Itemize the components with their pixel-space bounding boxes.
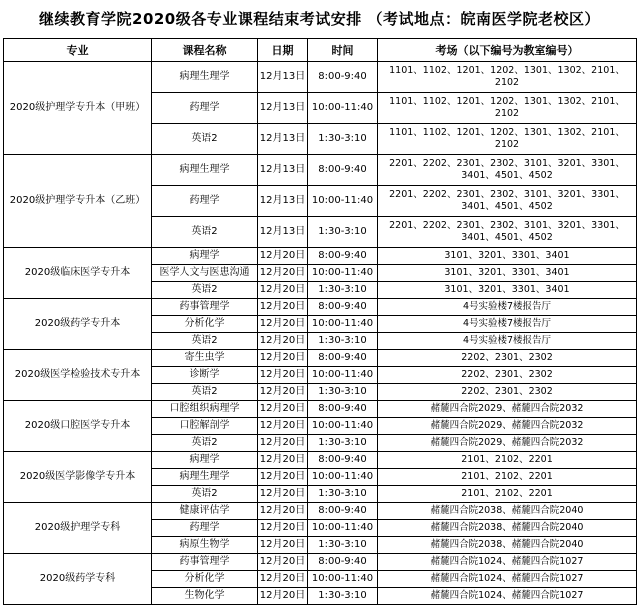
table-row [4,452,637,469]
time-cell: 10:00-11:40 [308,186,378,217]
date-cell: 12月20日 [258,282,308,299]
room-cell: 2201、2202、2301、2302、3101、3201、3301、3401、4501、4502 [378,217,637,248]
room-cell: 2101、2102、2201 [378,452,637,469]
table-row [4,350,637,367]
room-cell: 4号实验楼7楼报告厅 [378,299,637,316]
major-cell: 2020级临床医学专升本 [4,248,152,299]
course-cell: 药事管理学 [152,554,258,571]
course-cell: 生物化学 [152,588,258,605]
date-cell: 12月20日 [258,588,308,605]
major-cell: 2020级药学专升本 [4,299,152,350]
header-room: 考场（以下编号为教室编号） [378,39,637,62]
course-cell: 英语2 [152,435,258,452]
course-cell: 病理学 [152,248,258,265]
date-cell: 12月13日 [258,186,308,217]
date-cell: 12月13日 [258,124,308,155]
room-cell: 3101、3201、3301、3401 [378,248,637,265]
date-cell: 12月20日 [258,316,308,333]
time-cell: 1:30-3:10 [308,486,378,503]
room-cell: 1101、1102、1201、1202、1301、1302、2101、2102 [378,93,637,124]
date-cell: 12月20日 [258,350,308,367]
table-row [4,401,637,418]
major-cell: 2020级药学专科 [4,554,152,605]
time-cell: 8:00-9:40 [308,299,378,316]
date-cell: 12月20日 [258,384,308,401]
course-cell: 英语2 [152,217,258,248]
room-cell: 赭麓四合院1024、赭麓四合院1027 [378,554,637,571]
room-cell: 赭麓四合院2038、赭麓四合院2040 [378,537,637,554]
date-cell: 12月20日 [258,299,308,316]
date-cell: 12月20日 [258,537,308,554]
major-cell: 2020级护理学专科 [4,503,152,554]
table-row [4,554,637,571]
time-cell: 8:00-9:40 [308,350,378,367]
date-cell: 12月20日 [258,265,308,282]
table-row [4,248,637,265]
room-cell: 3101、3201、3301、3401 [378,282,637,299]
major-cell: 2020级医学检验技术专升本 [4,350,152,401]
date-cell: 12月13日 [258,93,308,124]
time-cell: 8:00-9:40 [308,155,378,186]
table-row [4,155,637,186]
date-cell: 12月13日 [258,155,308,186]
room-cell: 赭麓四合院2029、赭麓四合院2032 [378,401,637,418]
course-cell: 药理学 [152,520,258,537]
major-cell: 2020级口腔医学专升本 [4,401,152,452]
header-major: 专业 [4,39,152,62]
course-cell: 药理学 [152,93,258,124]
course-cell: 口腔解剖学 [152,418,258,435]
time-cell: 8:00-9:40 [308,62,378,93]
room-cell: 2202、2301、2302 [378,367,637,384]
room-cell: 2201、2202、2301、2302、3101、3201、3301、3401、4501、4502 [378,186,637,217]
course-cell: 医学人文与医患沟通 [152,265,258,282]
course-cell: 药理学 [152,186,258,217]
room-cell: 赭麓四合院2029、赭麓四合院2032 [378,418,637,435]
date-cell: 12月20日 [258,418,308,435]
time-cell: 1:30-3:10 [308,217,378,248]
time-cell: 10:00-11:40 [308,418,378,435]
time-cell: 10:00-11:40 [308,520,378,537]
date-cell: 12月20日 [258,367,308,384]
room-cell: 4号实验楼7楼报告厅 [378,316,637,333]
room-cell: 2202、2301、2302 [378,350,637,367]
date-cell: 12月20日 [258,435,308,452]
time-cell: 8:00-9:40 [308,248,378,265]
date-cell: 12月20日 [258,554,308,571]
room-cell: 赭麓四合院1024、赭麓四合院1027 [378,571,637,588]
course-cell: 寄生虫学 [152,350,258,367]
time-cell: 10:00-11:40 [308,571,378,588]
room-cell: 赭麓四合院2038、赭麓四合院2040 [378,520,637,537]
course-cell: 分析化学 [152,571,258,588]
date-cell: 12月20日 [258,333,308,350]
major-cell: 2020级护理学专升本（甲班） [4,62,152,155]
date-cell: 12月20日 [258,571,308,588]
course-cell: 健康评估学 [152,503,258,520]
date-cell: 12月13日 [258,62,308,93]
table-row [4,503,637,520]
course-cell: 病理学 [152,452,258,469]
time-cell: 1:30-3:10 [308,333,378,350]
date-cell: 12月20日 [258,486,308,503]
time-cell: 10:00-11:40 [308,316,378,333]
time-cell: 10:00-11:40 [308,367,378,384]
room-cell: 2202、2301、2302 [378,384,637,401]
time-cell: 10:00-11:40 [308,469,378,486]
time-cell: 8:00-9:40 [308,503,378,520]
time-cell: 1:30-3:10 [308,537,378,554]
exam-schedule-table [3,38,637,605]
header-course: 课程名称 [152,39,258,62]
room-cell: 3101、3201、3301、3401 [378,265,637,282]
course-cell: 病理生理学 [152,155,258,186]
date-cell: 12月20日 [258,520,308,537]
time-cell: 1:30-3:10 [308,588,378,605]
time-cell: 1:30-3:10 [308,282,378,299]
room-cell: 4号实验楼7楼报告厅 [378,333,637,350]
room-cell: 赭麓四合院2038、赭麓四合院2040 [378,503,637,520]
time-cell: 10:00-11:40 [308,93,378,124]
date-cell: 12月20日 [258,248,308,265]
header-date: 日期 [258,39,308,62]
header-time: 时间 [308,39,378,62]
course-cell: 英语2 [152,282,258,299]
time-cell: 8:00-9:40 [308,401,378,418]
room-cell: 2101、2102、2201 [378,486,637,503]
table-row [4,299,637,316]
course-cell: 英语2 [152,384,258,401]
time-cell: 8:00-9:40 [308,554,378,571]
schedule-body [4,62,637,605]
time-cell: 1:30-3:10 [308,435,378,452]
course-cell: 病理生理学 [152,62,258,93]
major-cell: 2020级医学影像学专升本 [4,452,152,503]
room-cell: 2101、2102、2201 [378,469,637,486]
date-cell: 12月13日 [258,217,308,248]
table-header-row [4,39,637,62]
room-cell: 1101、1102、1201、1202、1301、1302、2101、2102 [378,124,637,155]
room-cell: 2201、2202、2301、2302、3101、3201、3301、3401、4501、4502 [378,155,637,186]
course-cell: 英语2 [152,333,258,350]
room-cell: 1101、1102、1201、1202、1301、1302、2101、2102 [378,62,637,93]
course-cell: 诊断学 [152,367,258,384]
time-cell: 1:30-3:10 [308,124,378,155]
time-cell: 1:30-3:10 [308,384,378,401]
page-title: 继续教育学院2020级各专业课程结束考试安排 （考试地点：皖南医学院老校区） [39,10,600,28]
date-cell: 12月20日 [258,452,308,469]
major-cell: 2020级护理学专升本（乙班） [4,155,152,248]
course-cell: 药事管理学 [152,299,258,316]
course-cell: 分析化学 [152,316,258,333]
course-cell: 口腔组织病理学 [152,401,258,418]
room-cell: 赭麓四合院2029、赭麓四合院2032 [378,435,637,452]
course-cell: 病原生物学 [152,537,258,554]
course-cell: 英语2 [152,124,258,155]
date-cell: 12月20日 [258,503,308,520]
date-cell: 12月20日 [258,401,308,418]
course-cell: 英语2 [152,486,258,503]
room-cell: 赭麓四合院1024、赭麓四合院1027 [378,588,637,605]
table-row [4,62,637,93]
time-cell: 8:00-9:40 [308,452,378,469]
course-cell: 病理生理学 [152,469,258,486]
date-cell: 12月20日 [258,469,308,486]
time-cell: 10:00-11:40 [308,265,378,282]
